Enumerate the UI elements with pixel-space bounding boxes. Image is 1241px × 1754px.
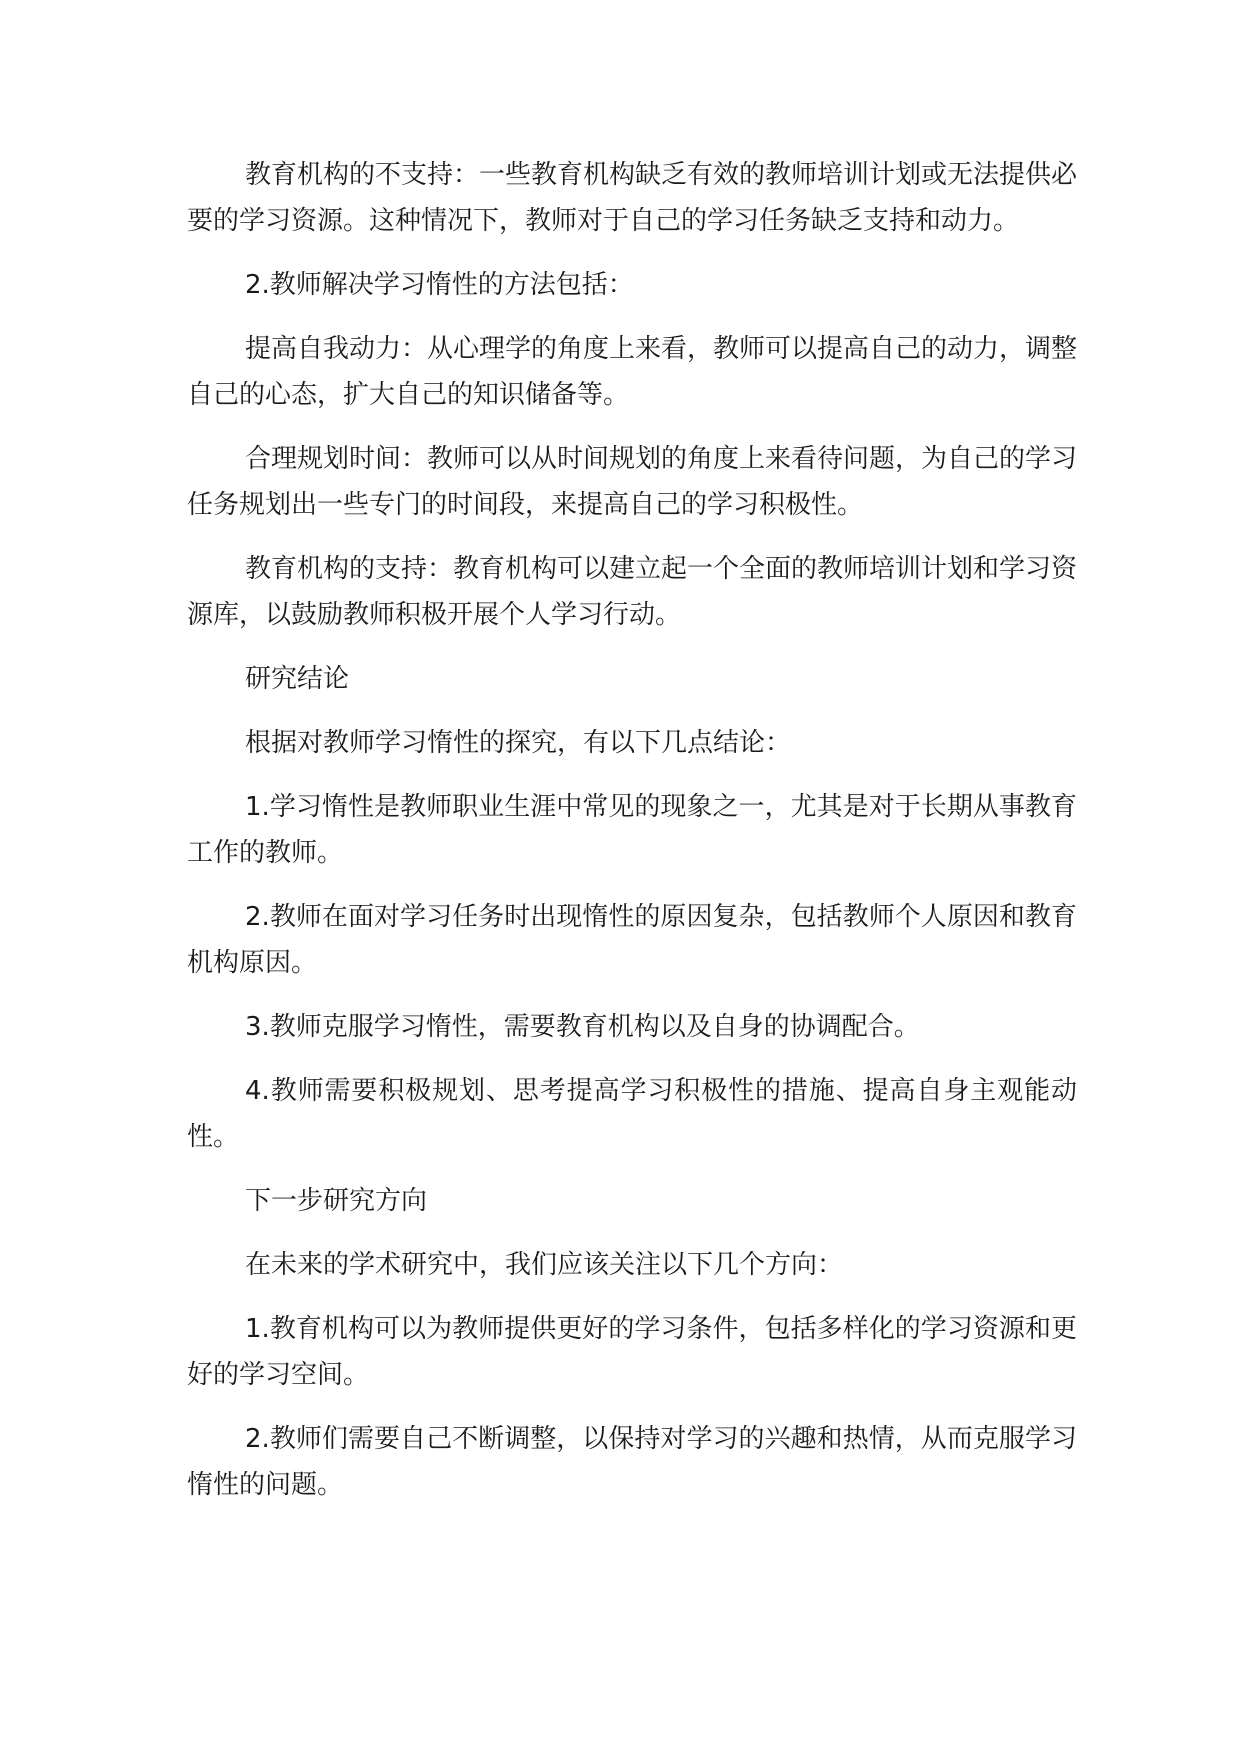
paragraph-improve-motivation: 提高自我动力：从心理学的角度上来看，教师可以提高自己的动力，调整自己的心态，扩大自己的知识储备等。 bbox=[187, 334, 1078, 410]
next-step-item-1: 1.教育机构可以为教师提供更好的学习条件，包括多样化的学习资源和更好的学习空间。 bbox=[187, 1314, 1077, 1390]
paragraph-next-steps-intro: 在未来的学术研究中，我们应该关注以下几个方向： bbox=[245, 1250, 844, 1280]
paragraph-institution-support: 教育机构的支持：教育机构可以建立起一个全面的教师培训计划和学习资源库，以鼓励教师积极开展个人学习行动。 bbox=[187, 554, 1078, 630]
section-heading-conclusions: 研究结论 bbox=[245, 664, 350, 694]
next-step-item-2: 2.教师们需要自己不断调整，以保持对学习的兴趣和热情，从而克服学习惰性的问题。 bbox=[187, 1424, 1077, 1500]
paragraph-conclusions-intro: 根据对教师学习惰性的探究，有以下几点结论： bbox=[245, 728, 792, 758]
conclusion-item-3: 3.教师克服学习惰性，需要教育机构以及自身的协调配合。 bbox=[245, 1012, 920, 1042]
conclusion-item-2: 2.教师在面对学习任务时出现惰性的原因复杂，包括教师个人原因和教育机构原因。 bbox=[187, 902, 1077, 978]
paragraph-plan-time: 合理规划时间：教师可以从时间规划的角度上来看待问题，为自己的学习任务规划出一些专门的时间段，来提高自己的学习积极性。 bbox=[187, 444, 1078, 520]
section-heading-next-steps: 下一步研究方向 bbox=[245, 1186, 428, 1216]
conclusion-item-1: 1.学习惰性是教师职业生涯中常见的现象之一，尤其是对于长期从事教育工作的教师。 bbox=[187, 792, 1077, 868]
paragraph-institution-lack-of-support: 教育机构的不支持：一些教育机构缺乏有效的教师培训计划或无法提供必要的学习资源。这种情况下，教师对于自己的学习任务缺乏支持和动力。 bbox=[187, 160, 1078, 236]
conclusion-item-4: 4.教师需要积极规划、思考提高学习积极性的措施、提高自身主观能动性。 bbox=[187, 1076, 1077, 1152]
document-body bbox=[187, 152, 1077, 1526]
paragraph-methods-heading: 2.教师解决学习惰性的方法包括： bbox=[245, 270, 634, 300]
